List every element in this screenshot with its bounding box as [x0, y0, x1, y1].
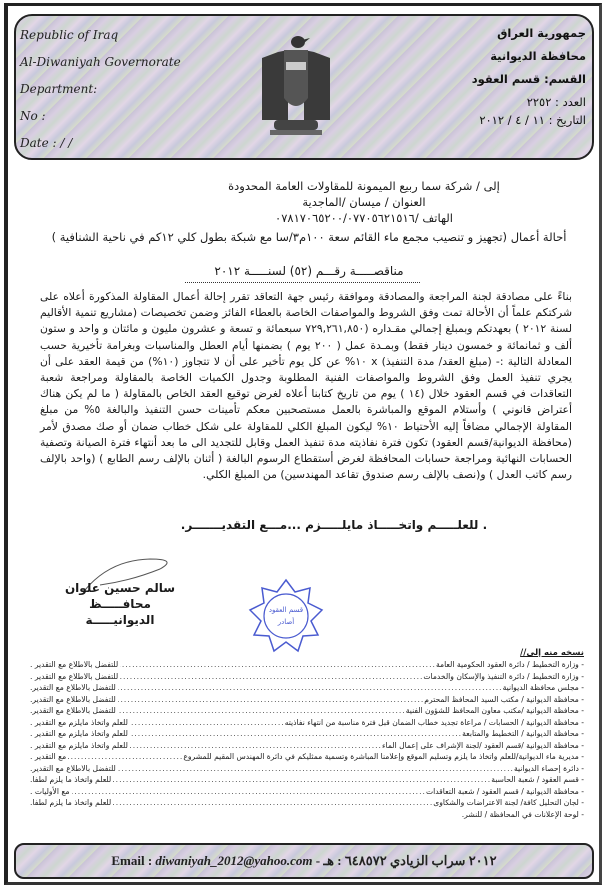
cc-action: مع الأوليات . [30, 786, 70, 796]
dot-leader [130, 740, 382, 752]
email-label: Email : [111, 853, 156, 868]
cc-recipient: - لوحة الإعلانات في المحافظة / للنشر. [461, 809, 584, 819]
cc-list-item [30, 751, 584, 763]
date-label-en: Date : / / [20, 136, 73, 150]
cc-recipient: - دائرة إحصاء الديوانية [513, 763, 584, 773]
cc-recipient: - وزارة التخطيط / دائرة التنفيذ والإسكان والخدمات [423, 671, 584, 681]
cc-list-item [30, 763, 584, 775]
footer-phone-author: - ٢٠١٢ سراب الزيادي ٦٤٨٥٧٢ : هـ [312, 853, 497, 868]
dot-leader [113, 797, 433, 809]
email-address[interactable]: diwaniyah_2012@yahoo.com [155, 853, 313, 868]
cc-distribution-list [30, 659, 584, 820]
english-letterhead [20, 26, 181, 161]
footer-contact [14, 853, 594, 869]
cc-recipient: - لجان التحليل كافة/ لجنة الاعتراضات والشكاوى [433, 798, 584, 807]
arabic-letterhead [472, 24, 586, 129]
governorate-ar: محافظة الديوانية [490, 49, 586, 63]
recipient-company: إلى / شركة سما ربيع الميمونة للمقاولات العامة المحدودة [228, 179, 500, 193]
dot-leader [120, 671, 423, 683]
country-ar: جمهورية العراق [497, 26, 586, 40]
dot-leader [118, 705, 406, 717]
cc-recipient: - محافظة الديوانية /قسم العقود /لجنة الإشراف على إعمال الماء [381, 740, 584, 750]
signature-block [60, 580, 180, 628]
cc-action: للتفضل بالاطلاع مع التقدير . [30, 660, 119, 669]
dot-leader [72, 786, 426, 798]
cc-action: للعلم واتخاذ ما يلزم لطفا. [30, 798, 112, 807]
cc-list-item [30, 694, 584, 706]
dot-leader [68, 751, 183, 763]
stamp-line-2: قسم العقود [268, 606, 304, 614]
closing-line: . للعلـــــم واتخـــــاذ مايلـــــزم ...مـــع التقديـــــــر. [180, 518, 488, 532]
recipient-phone: الهاتف /٠٧٨١٧٠٦٥٢٠٠/٠٧٧٠٥٦٢١٥١٦ [275, 211, 453, 225]
dot-leader [118, 694, 425, 706]
cc-list-item [30, 717, 584, 729]
cc-action: للعلم واتخاذ مايلزم مع التقدير . [30, 729, 128, 738]
recipient-address: العنوان / ميسان /الماجدية [302, 195, 426, 209]
cc-action: للتفضل بالاطلاع مع التقدير. [30, 763, 116, 773]
recipient-block [150, 178, 578, 226]
cc-list-item [30, 786, 584, 798]
cc-list-item [30, 682, 584, 694]
cc-recipient: - مديرية ماء الديوانية/للعلم واتخاذ ما يلزم وتسليم الموقع وإعلامنا المباشرة وتسمية ممثليكم في دائرة المهندس المقيم للمشروع [183, 752, 584, 761]
cc-recipient: - محافظة الديوانية / الحسابات / مراعاة تجديد خطاب الضمان قبل فترة مناسبة من انتهاء نفاذيته [284, 717, 584, 727]
cc-list-item [30, 797, 584, 809]
document-date: التاريخ : ١١ / ٤ / ٢٠١٢ [479, 113, 586, 127]
dot-leader [113, 774, 491, 786]
document-number: العدد : ٢٢٥٢ [526, 95, 586, 109]
cc-recipient: - مجلس محافظة الديوانية [502, 683, 584, 692]
cc-recipient: - وزارة التخطيط / دائرة العقود الحكومية العامة [435, 660, 584, 669]
cc-action: للتفضل بالاطلاع مع التقدير. [30, 694, 116, 704]
governorate-en: Al-Diwaniyah Governorate [20, 55, 181, 69]
cc-recipient: - محافظة الديوانية / التخطيط والمتابعة [462, 729, 584, 738]
dot-leader [118, 763, 514, 775]
cc-list-item [30, 740, 584, 752]
country-en: Republic of Iraq [20, 28, 119, 42]
cc-list-item [30, 774, 584, 786]
official-stamp-icon [248, 578, 324, 654]
letter-body: بناءً على مصادقة لجنة المراجعة والمصادقة وموافقة رئيس جهة التعاقد تقرر إحالة أعمال المقاولة المذكورة أعلاه على شركتكم علماً أن الأحالة تمت وفق الشروط والمواصفات الخاصة بالعطاء الفائز وضمن تخصيصات (مشاريع تنمية الأقاليم لسنة ٢٠١٢ ) بعهدتكم وبمبلغ إجمالي مقـداره (٧٢٩,٢٦١,٨٥٠ سبعمائة و تسعة و عشرون مليون و مائتان و واحد و ستون ألف و ثمانمائة و خمسون دينار فقط) وبمـدة عمل ( ٢٠٠ يوم ) بضمنها أيام العطل والمناسبات وبغرامة تأخيرية حسب المعادلة التالية :- (مبلغ العقد/ مدة التنفيذ) x ١٠% عن كل يوم تأخير على أن لا تتجاوز (١٠%) من قيمة العقد على أن يجري تنفيذ العمل وفق الشروط والمواصفات الفنية المطلوبة وجدول الكميات الخاصة بالمقاولة ومراجعة شعبة التعاقدات في قسم العقود خلال (١٤ ) يوم من تاريخ كتابنا أعلاه لغرض توقيع العقد الخاص بالمقاولة ( ما لم يكن هناك أعتراض قانوني ) وأستلام الموقع والمباشرة بالعمل مستصحبين معكم تأمينات حسن التنفيذ والبالغة ٥% من مبلغ المقاولة الإجمالي مضافاً إليه الأحتياط ١٠% ليكون المبلغ الكلي للمقاولة على شكل خطاب ضمان أو صك مصدق لأمر (محافظة الديوانية/قسم العقود) تكون فترة نفاذيته مدة تنفيذ العمل وقابل للتجديد الى ما بعد أنتهاء فترة الصيانة وتصفية الحسابات النهائية ومراجعة حسابات المحافظة لغرض أستقطاع الرسوم البالغة ( أثنان بالإلف رسم الطابع ) (واحد بالإلف رسم كاتب العدل ) و(نصف بالإلف رسم صندوق تقاعد المهندسين) من المبلغ الكلي. [40, 290, 573, 482]
department-label-en: Department: [20, 82, 98, 96]
dotted-divider [185, 282, 420, 283]
cc-title: نسخه منه إلى// [520, 648, 584, 658]
dot-leader [120, 659, 436, 671]
cc-list-item [30, 809, 584, 821]
cc-action: مع التقدير . [30, 752, 67, 761]
signatory-name: سالم حسين علوان [64, 581, 176, 595]
cc-action: للعلم واتخاذ مايلزم مع التقدير . [30, 740, 128, 750]
cc-action: للتفضل بالاطلاع مع التقدير. [30, 683, 116, 692]
cc-list-item [30, 705, 584, 717]
cc-recipient: - محافظة الديوانية /مكتب معاون المحافظ للشؤون الفنية [405, 706, 584, 715]
cc-list-item [30, 671, 584, 683]
cc-action: للتفضل بالاطلاع مع التقدير . [30, 671, 119, 681]
cc-recipient: - قسم العقود / شعبة الحاسبة [491, 775, 584, 784]
cc-action: للتفضل بالاطلاع مع التقدير. [30, 706, 116, 715]
dot-leader [130, 717, 285, 729]
cc-list-item [30, 659, 584, 671]
cc-recipient: - محافظة الديوانية / قسم العقود / شعبة التعاقدات [425, 786, 584, 796]
cc-list-item [30, 728, 584, 740]
cc-action: للعلم واتخاذ ما يلزم لطفا. [30, 775, 112, 784]
tender-number: مناقصـــــة رقـــم (٥٢) لسنـــــة ٢٠١٢ [214, 264, 404, 278]
project-subject: أحالة أعمال (تجهيز و تنصيب مجمع ماء القائم سعة ١٠٠م٣/سا مع شبكة بطول كلي ١٢كم في ناحية الشنافية ) [51, 230, 567, 244]
dot-leader [130, 728, 462, 740]
dot-leader [118, 682, 503, 694]
signatory-title: محافـــــظ الديوانيـــــة [85, 597, 155, 627]
cc-recipient: - محافظة الديوانية / مكتب السيد المحافظ المحترم [424, 694, 584, 704]
eagle-emblem-icon [258, 28, 334, 138]
stamp-line-3: أصادر [277, 618, 295, 626]
department-ar: القسم: قسم العقود [471, 72, 586, 86]
cc-action: للعلم واتخاذ مايلزم مع التقدير . [30, 717, 128, 727]
number-label-en: No : [20, 109, 46, 123]
